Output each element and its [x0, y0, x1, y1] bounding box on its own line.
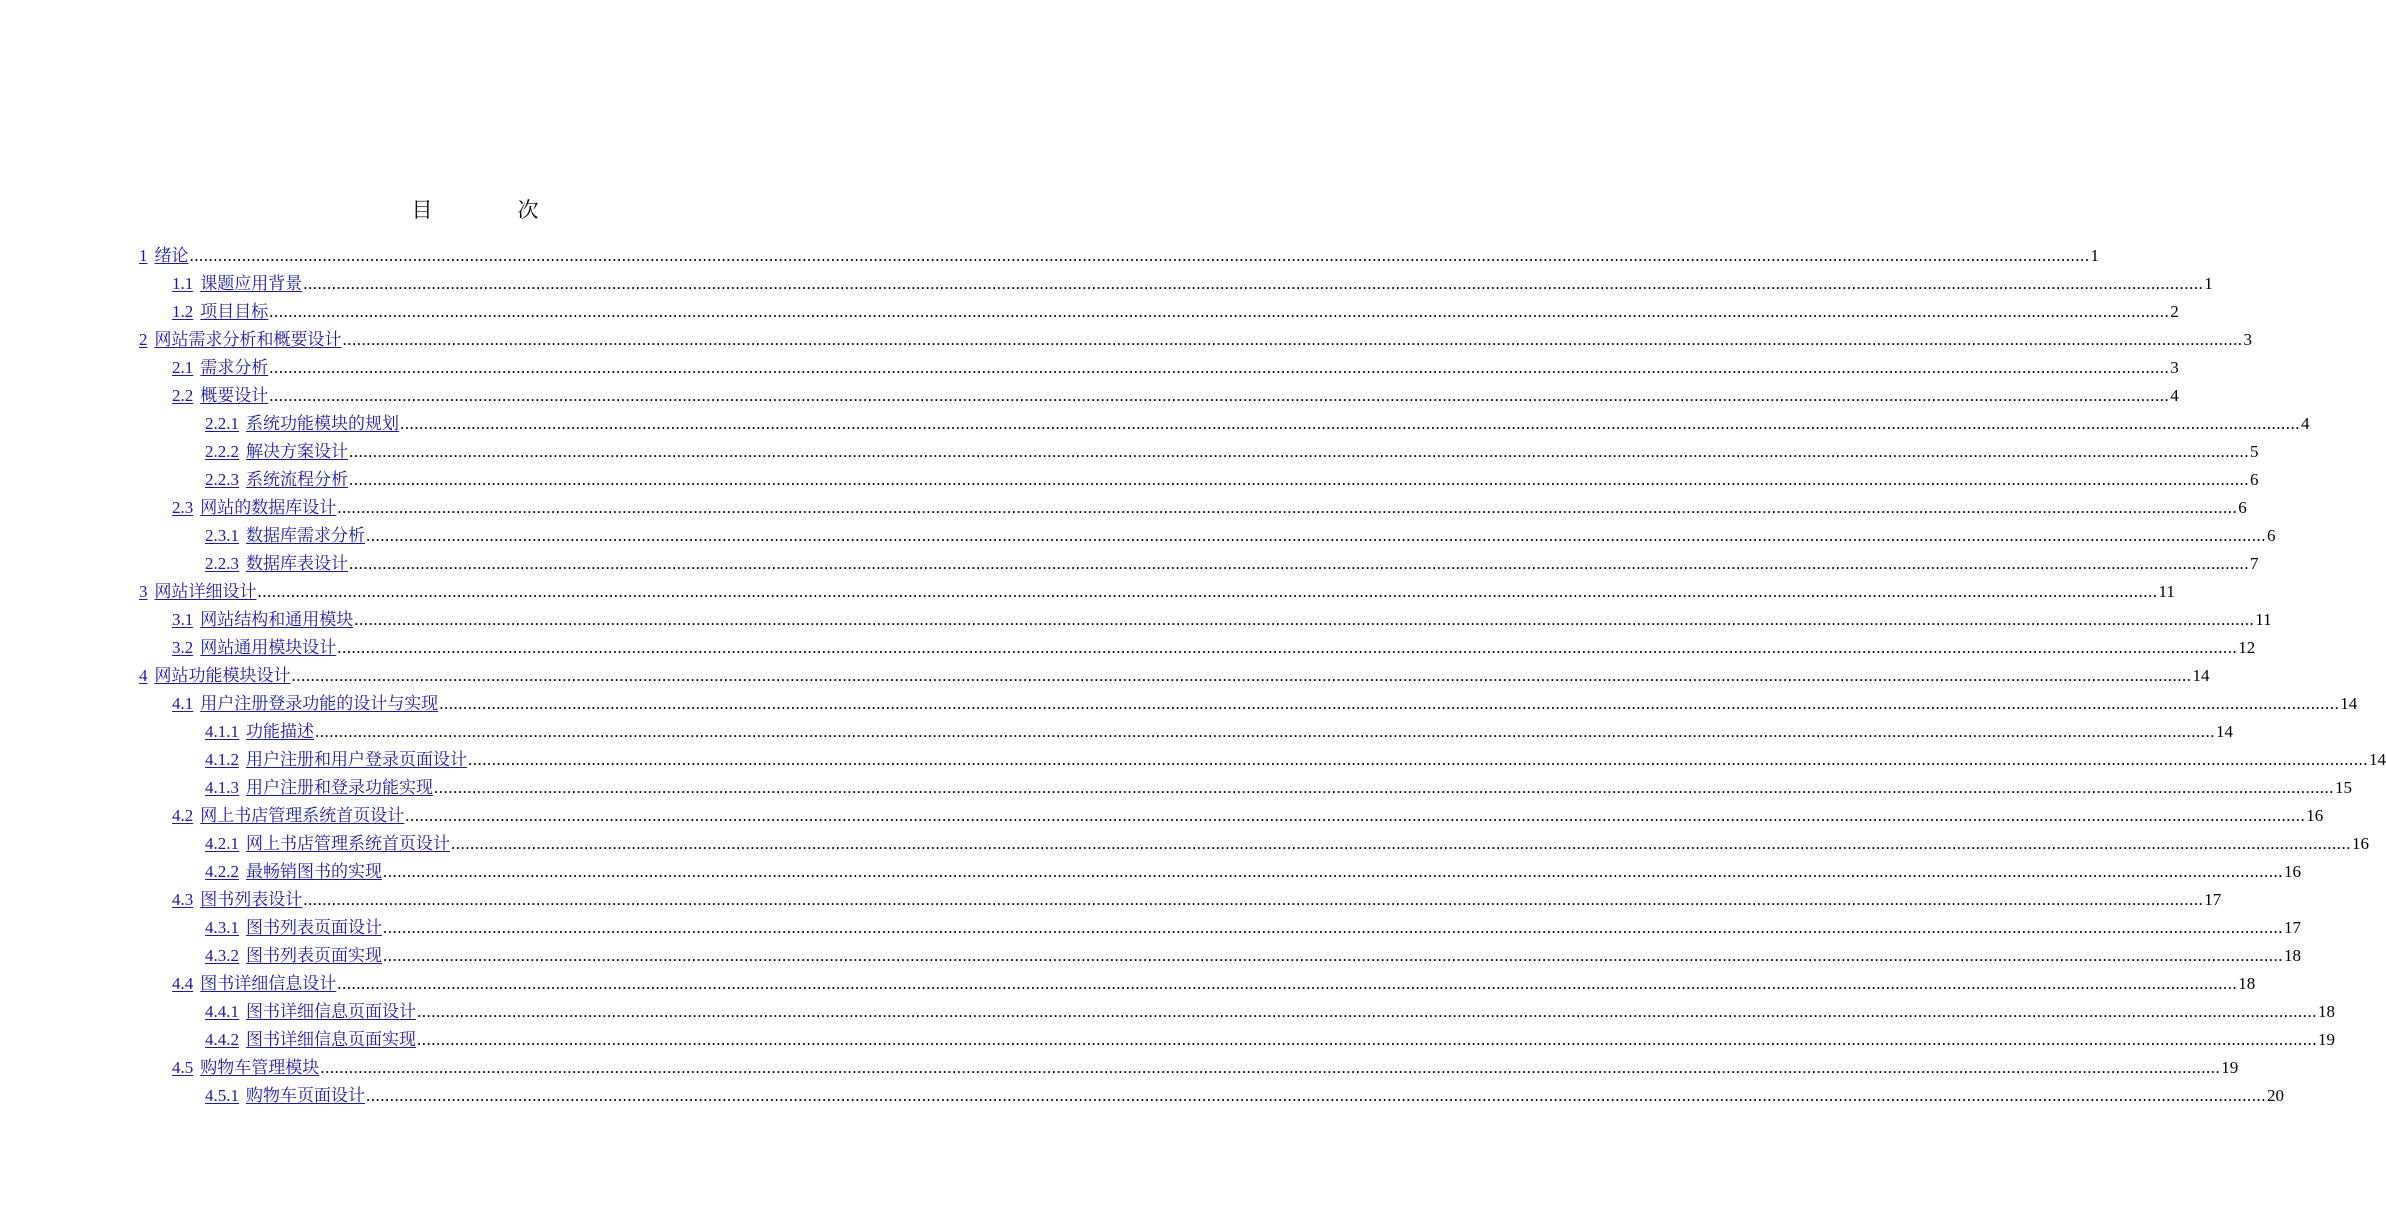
toc-entry-title: 系统流程分析 — [246, 470, 348, 489]
toc-entry-number: 1.1 — [172, 274, 194, 293]
toc-entry-number: 2.2.3 — [205, 470, 239, 489]
toc-page-number: 2 — [2170, 302, 2179, 321]
toc-entry — [139, 690, 2358, 718]
toc-entry-link[interactable] — [172, 970, 336, 998]
toc-entry-number: 3.1 — [172, 610, 194, 629]
dot-leader: ................................................................................................................................................................................................................................................................................................................................................................................................................ — [383, 862, 2283, 881]
dot-leader: ................................................................................................................................................................................................................................................................................................................................................................................................................ — [349, 554, 2249, 573]
toc-entry-link[interactable] — [139, 578, 257, 606]
toc-page-number: 7 — [2250, 554, 2259, 573]
dot-leader: ................................................................................................................................................................................................................................................................................................................................................................................................................ — [451, 834, 2351, 853]
toc-entry-title: 网站结构和通用模块 — [200, 610, 354, 629]
dot-leader: ................................................................................................................................................................................................................................................................................................................................................................................................................ — [439, 694, 2340, 713]
toc-entry-link[interactable] — [205, 830, 450, 858]
dot-leader: ................................................................................................................................................................................................................................................................................................................................................................................................................ — [468, 750, 2368, 769]
toc-page-number: 14 — [2216, 722, 2233, 741]
toc-entry-title: 需求分析 — [200, 358, 269, 377]
dot-leader: ................................................................................................................................................................................................................................................................................................................................................................................................................ — [354, 610, 2255, 629]
toc-entry — [139, 998, 2335, 1026]
dot-leader: ................................................................................................................................................................................................................................................................................................................................................................................................................ — [400, 414, 2300, 433]
toc-entry — [139, 606, 2272, 634]
toc-page-number: 17 — [2204, 890, 2222, 909]
toc-entry — [139, 354, 2179, 382]
toc-page-number: 4 — [2170, 386, 2179, 405]
toc-page-number: 16 — [2284, 862, 2301, 881]
toc-page-number: 1 — [2204, 274, 2213, 293]
toc-entry-title: 图书列表页面设计 — [246, 918, 382, 937]
dot-leader: ................................................................................................................................................................................................................................................................................................................................................................................................................ — [349, 470, 2249, 489]
toc-page-number: 11 — [2255, 610, 2272, 629]
toc-entry-link[interactable] — [205, 1082, 365, 1110]
toc-entry-link[interactable] — [205, 718, 314, 746]
toc-entry-title: 网站功能模块设计 — [154, 666, 291, 685]
toc-entry — [139, 970, 2256, 998]
toc-entry — [139, 802, 2324, 830]
toc-entry-number: 4.2.2 — [205, 862, 239, 881]
toc-entry-number: 1 — [139, 246, 148, 265]
table-of-contents — [139, 242, 2386, 1110]
toc-entry-title: 网站详细设计 — [154, 582, 257, 601]
toc-entry-title: 购物车页面设计 — [246, 1086, 365, 1105]
toc-entry-link[interactable] — [205, 410, 399, 438]
toc-entry — [139, 438, 2259, 466]
toc-entry-title: 概要设计 — [200, 386, 269, 405]
toc-entry-title: 网上书店管理系统首页设计 — [246, 834, 450, 853]
dot-leader: ................................................................................................................................................................................................................................................................................................................................................................................................................ — [349, 442, 2249, 461]
toc-page-number: 14 — [2192, 666, 2210, 685]
dot-leader: ................................................................................................................................................................................................................................................................................................................................................................................................................ — [417, 1030, 2317, 1049]
toc-entry-link[interactable] — [172, 354, 268, 382]
toc-entry — [139, 858, 2301, 886]
toc-entry-title: 网站需求分析和概要设计 — [154, 330, 342, 349]
dot-leader: ................................................................................................................................................................................................................................................................................................................................................................................................................ — [269, 358, 2170, 377]
toc-entry-link[interactable] — [172, 494, 336, 522]
toc-page-number: 18 — [2318, 1002, 2335, 1021]
toc-entry-number: 4.1.2 — [205, 750, 239, 769]
dot-leader: ................................................................................................................................................................................................................................................................................................................................................................................................................ — [291, 666, 2192, 685]
toc-entry — [139, 410, 2310, 438]
toc-entry — [139, 494, 2247, 522]
toc-entry-title: 数据库表设计 — [246, 554, 348, 573]
toc-entry-link[interactable] — [205, 858, 382, 886]
dot-leader: ................................................................................................................................................................................................................................................................................................................................................................................................................ — [337, 638, 2238, 657]
toc-entry — [139, 718, 2233, 746]
toc-page-number: 1 — [2090, 246, 2099, 265]
toc-entry-link[interactable] — [172, 802, 404, 830]
toc-title: 目 次 — [411, 198, 571, 222]
toc-entry-link[interactable] — [172, 690, 438, 718]
toc-page-number: 14 — [2340, 694, 2358, 713]
toc-entry-link[interactable] — [205, 550, 348, 578]
toc-page-number: 20 — [2267, 1086, 2284, 1105]
toc-entry-link[interactable] — [172, 298, 268, 326]
toc-entry-link[interactable] — [139, 242, 189, 270]
toc-entry — [139, 270, 2213, 298]
toc-entry-number: 2 — [139, 330, 148, 349]
toc-entry-title: 图书详细信息页面设计 — [246, 1002, 416, 1021]
toc-entry-link[interactable] — [205, 746, 467, 774]
toc-entry-link[interactable] — [139, 662, 291, 690]
toc-entry — [139, 1082, 2284, 1110]
toc-page-number: 18 — [2284, 946, 2301, 965]
dot-leader: ................................................................................................................................................................................................................................................................................................................................................................................................................ — [315, 722, 2215, 741]
toc-entry — [139, 466, 2259, 494]
toc-entry-title: 系统功能模块的规划 — [246, 414, 399, 433]
toc-page-number: 17 — [2284, 918, 2301, 937]
toc-entry-number: 4.3.2 — [205, 946, 239, 965]
dot-leader: ................................................................................................................................................................................................................................................................................................................................................................................................................ — [383, 918, 2283, 937]
toc-entry-title: 购物车管理模块 — [200, 1058, 320, 1077]
toc-entry-title: 数据库需求分析 — [246, 526, 365, 545]
toc-entry-link[interactable] — [205, 998, 416, 1026]
toc-entry — [139, 298, 2179, 326]
toc-page-number: 5 — [2250, 442, 2259, 461]
toc-entry-number: 3 — [139, 582, 148, 601]
toc-entry-title: 网上书店管理系统首页设计 — [200, 806, 405, 825]
toc-page-number: 14 — [2369, 750, 2386, 769]
toc-page-number: 6 — [2238, 498, 2247, 517]
toc-entry-link[interactable] — [205, 914, 382, 942]
dot-leader: ................................................................................................................................................................................................................................................................................................................................................................................................................ — [383, 946, 2283, 965]
toc-page-number: 19 — [2221, 1058, 2239, 1077]
toc-entry-number: 4.4.1 — [205, 1002, 239, 1021]
dot-leader: ................................................................................................................................................................................................................................................................................................................................................................................................................ — [320, 1058, 2221, 1077]
toc-entry-link[interactable] — [172, 382, 268, 410]
toc-entry — [139, 242, 2099, 270]
toc-entry-link[interactable] — [205, 466, 348, 494]
toc-entry-number: 4.2 — [172, 806, 194, 825]
toc-entry-number: 4.5 — [172, 1058, 194, 1077]
toc-page-number: 6 — [2250, 470, 2259, 489]
toc-entry — [139, 382, 2179, 410]
dot-leader: ................................................................................................................................................................................................................................................................................................................................................................................................................ — [303, 890, 2204, 909]
toc-entry-link[interactable] — [172, 634, 336, 662]
toc-entry-link[interactable] — [205, 774, 433, 802]
toc-entry — [139, 1054, 2239, 1082]
toc-entry — [139, 578, 2175, 606]
toc-entry-title: 图书详细信息页面实现 — [246, 1030, 416, 1049]
toc-page-number: 12 — [2238, 638, 2256, 657]
toc-entry-title: 网站的数据库设计 — [200, 498, 337, 517]
toc-page-number: 15 — [2335, 778, 2352, 797]
dot-leader: ................................................................................................................................................................................................................................................................................................................................................................................................................ — [417, 1002, 2317, 1021]
toc-entry-title: 用户注册和用户登录页面设计 — [246, 750, 467, 769]
toc-entry-number: 2.2.3 — [205, 554, 239, 573]
dot-leader: ................................................................................................................................................................................................................................................................................................................................................................................................................ — [257, 582, 2158, 601]
toc-page-number: 19 — [2318, 1030, 2335, 1049]
toc-entry-title: 图书列表设计 — [200, 890, 303, 909]
toc-entry-title: 用户注册和登录功能实现 — [246, 778, 433, 797]
toc-entry — [139, 914, 2301, 942]
toc-entry-number: 2.2 — [172, 386, 194, 405]
toc-entry-number: 2.2.1 — [205, 414, 239, 433]
toc-page-number: 18 — [2238, 974, 2256, 993]
toc-entry — [139, 550, 2259, 578]
toc-entry-title: 解决方案设计 — [246, 442, 348, 461]
toc-entry-number: 4.5.1 — [205, 1086, 239, 1105]
toc-entry-title: 课题应用背景 — [200, 274, 303, 293]
toc-entry-link[interactable] — [205, 1026, 416, 1054]
toc-entry — [139, 774, 2352, 802]
toc-page-number: 6 — [2267, 526, 2276, 545]
toc-entry — [139, 1026, 2335, 1054]
dot-leader: ................................................................................................................................................................................................................................................................................................................................................................................................................ — [434, 778, 2334, 797]
toc-entry — [139, 662, 2210, 690]
toc-entry-title: 最畅销图书的实现 — [246, 862, 382, 881]
toc-entry-number: 4.1 — [172, 694, 194, 713]
toc-entry-number: 2.3 — [172, 498, 194, 517]
toc-entry-number: 4.3 — [172, 890, 194, 909]
toc-entry-link[interactable] — [172, 1054, 319, 1082]
toc-entry-number: 4.1.3 — [205, 778, 239, 797]
toc-entry-number: 4.1.1 — [205, 722, 239, 741]
toc-entry-number: 2.3.1 — [205, 526, 239, 545]
toc-entry-number: 4 — [139, 666, 148, 685]
toc-entry-link[interactable] — [205, 438, 348, 466]
toc-entry-title: 图书详细信息设计 — [200, 974, 337, 993]
toc-entry-number: 4.3.1 — [205, 918, 239, 937]
toc-entry-title: 功能描述 — [246, 722, 314, 741]
dot-leader: ................................................................................................................................................................................................................................................................................................................................................................................................................ — [303, 274, 2204, 293]
toc-page-number: 3 — [2170, 358, 2179, 377]
toc-page-number: 16 — [2352, 834, 2369, 853]
dot-leader: ................................................................................................................................................................................................................................................................................................................................................................................................................ — [342, 330, 2243, 349]
toc-entry-number: 4.4 — [172, 974, 194, 993]
toc-entry-link[interactable] — [172, 270, 302, 298]
toc-entry — [139, 746, 2386, 774]
toc-entry-number: 3.2 — [172, 638, 194, 657]
toc-entry-link[interactable] — [139, 326, 342, 354]
toc-page-number: 16 — [2306, 806, 2324, 825]
toc-entry-link[interactable] — [172, 886, 302, 914]
dot-leader: ................................................................................................................................................................................................................................................................................................................................................................................................................ — [269, 302, 2170, 321]
toc-entry — [139, 942, 2301, 970]
toc-entry — [139, 634, 2256, 662]
toc-entry-link[interactable] — [172, 606, 353, 634]
toc-entry-title: 项目目标 — [200, 302, 269, 321]
toc-page-number: 4 — [2301, 414, 2310, 433]
dot-leader: ................................................................................................................................................................................................................................................................................................................................................................................................................ — [337, 498, 2238, 517]
toc-page-number: 3 — [2243, 330, 2252, 349]
toc-entry-title: 绪论 — [154, 246, 189, 265]
toc-entry-number: 4.2.1 — [205, 834, 239, 853]
toc-entry-number: 1.2 — [172, 302, 194, 321]
toc-entry-number: 4.4.2 — [205, 1030, 239, 1049]
toc-entry — [139, 830, 2369, 858]
toc-entry — [139, 326, 2252, 354]
toc-entry-number: 2.1 — [172, 358, 194, 377]
toc-entry-title: 图书列表页面实现 — [246, 946, 382, 965]
dot-leader: ................................................................................................................................................................................................................................................................................................................................................................................................................ — [405, 806, 2306, 825]
toc-page-number: 11 — [2158, 582, 2175, 601]
toc-entry-link[interactable] — [205, 942, 382, 970]
toc-entry-title: 用户注册登录功能的设计与实现 — [200, 694, 439, 713]
toc-entry-link[interactable] — [205, 522, 365, 550]
toc-entry — [139, 886, 2222, 914]
dot-leader: ................................................................................................................................................................................................................................................................................................................................................................................................................ — [366, 526, 2266, 545]
toc-entry — [139, 522, 2276, 550]
dot-leader: ................................................................................................................................................................................................................................................................................................................................................................................................................ — [337, 974, 2238, 993]
dot-leader: ................................................................................................................................................................................................................................................................................................................................................................................................................ — [366, 1086, 2266, 1105]
dot-leader: ................................................................................................................................................................................................................................................................................................................................................................................................................ — [189, 246, 2090, 265]
dot-leader: ................................................................................................................................................................................................................................................................................................................................................................................................................ — [269, 386, 2170, 405]
toc-entry-number: 2.2.2 — [205, 442, 239, 461]
toc-entry-title: 网站通用模块设计 — [200, 638, 337, 657]
